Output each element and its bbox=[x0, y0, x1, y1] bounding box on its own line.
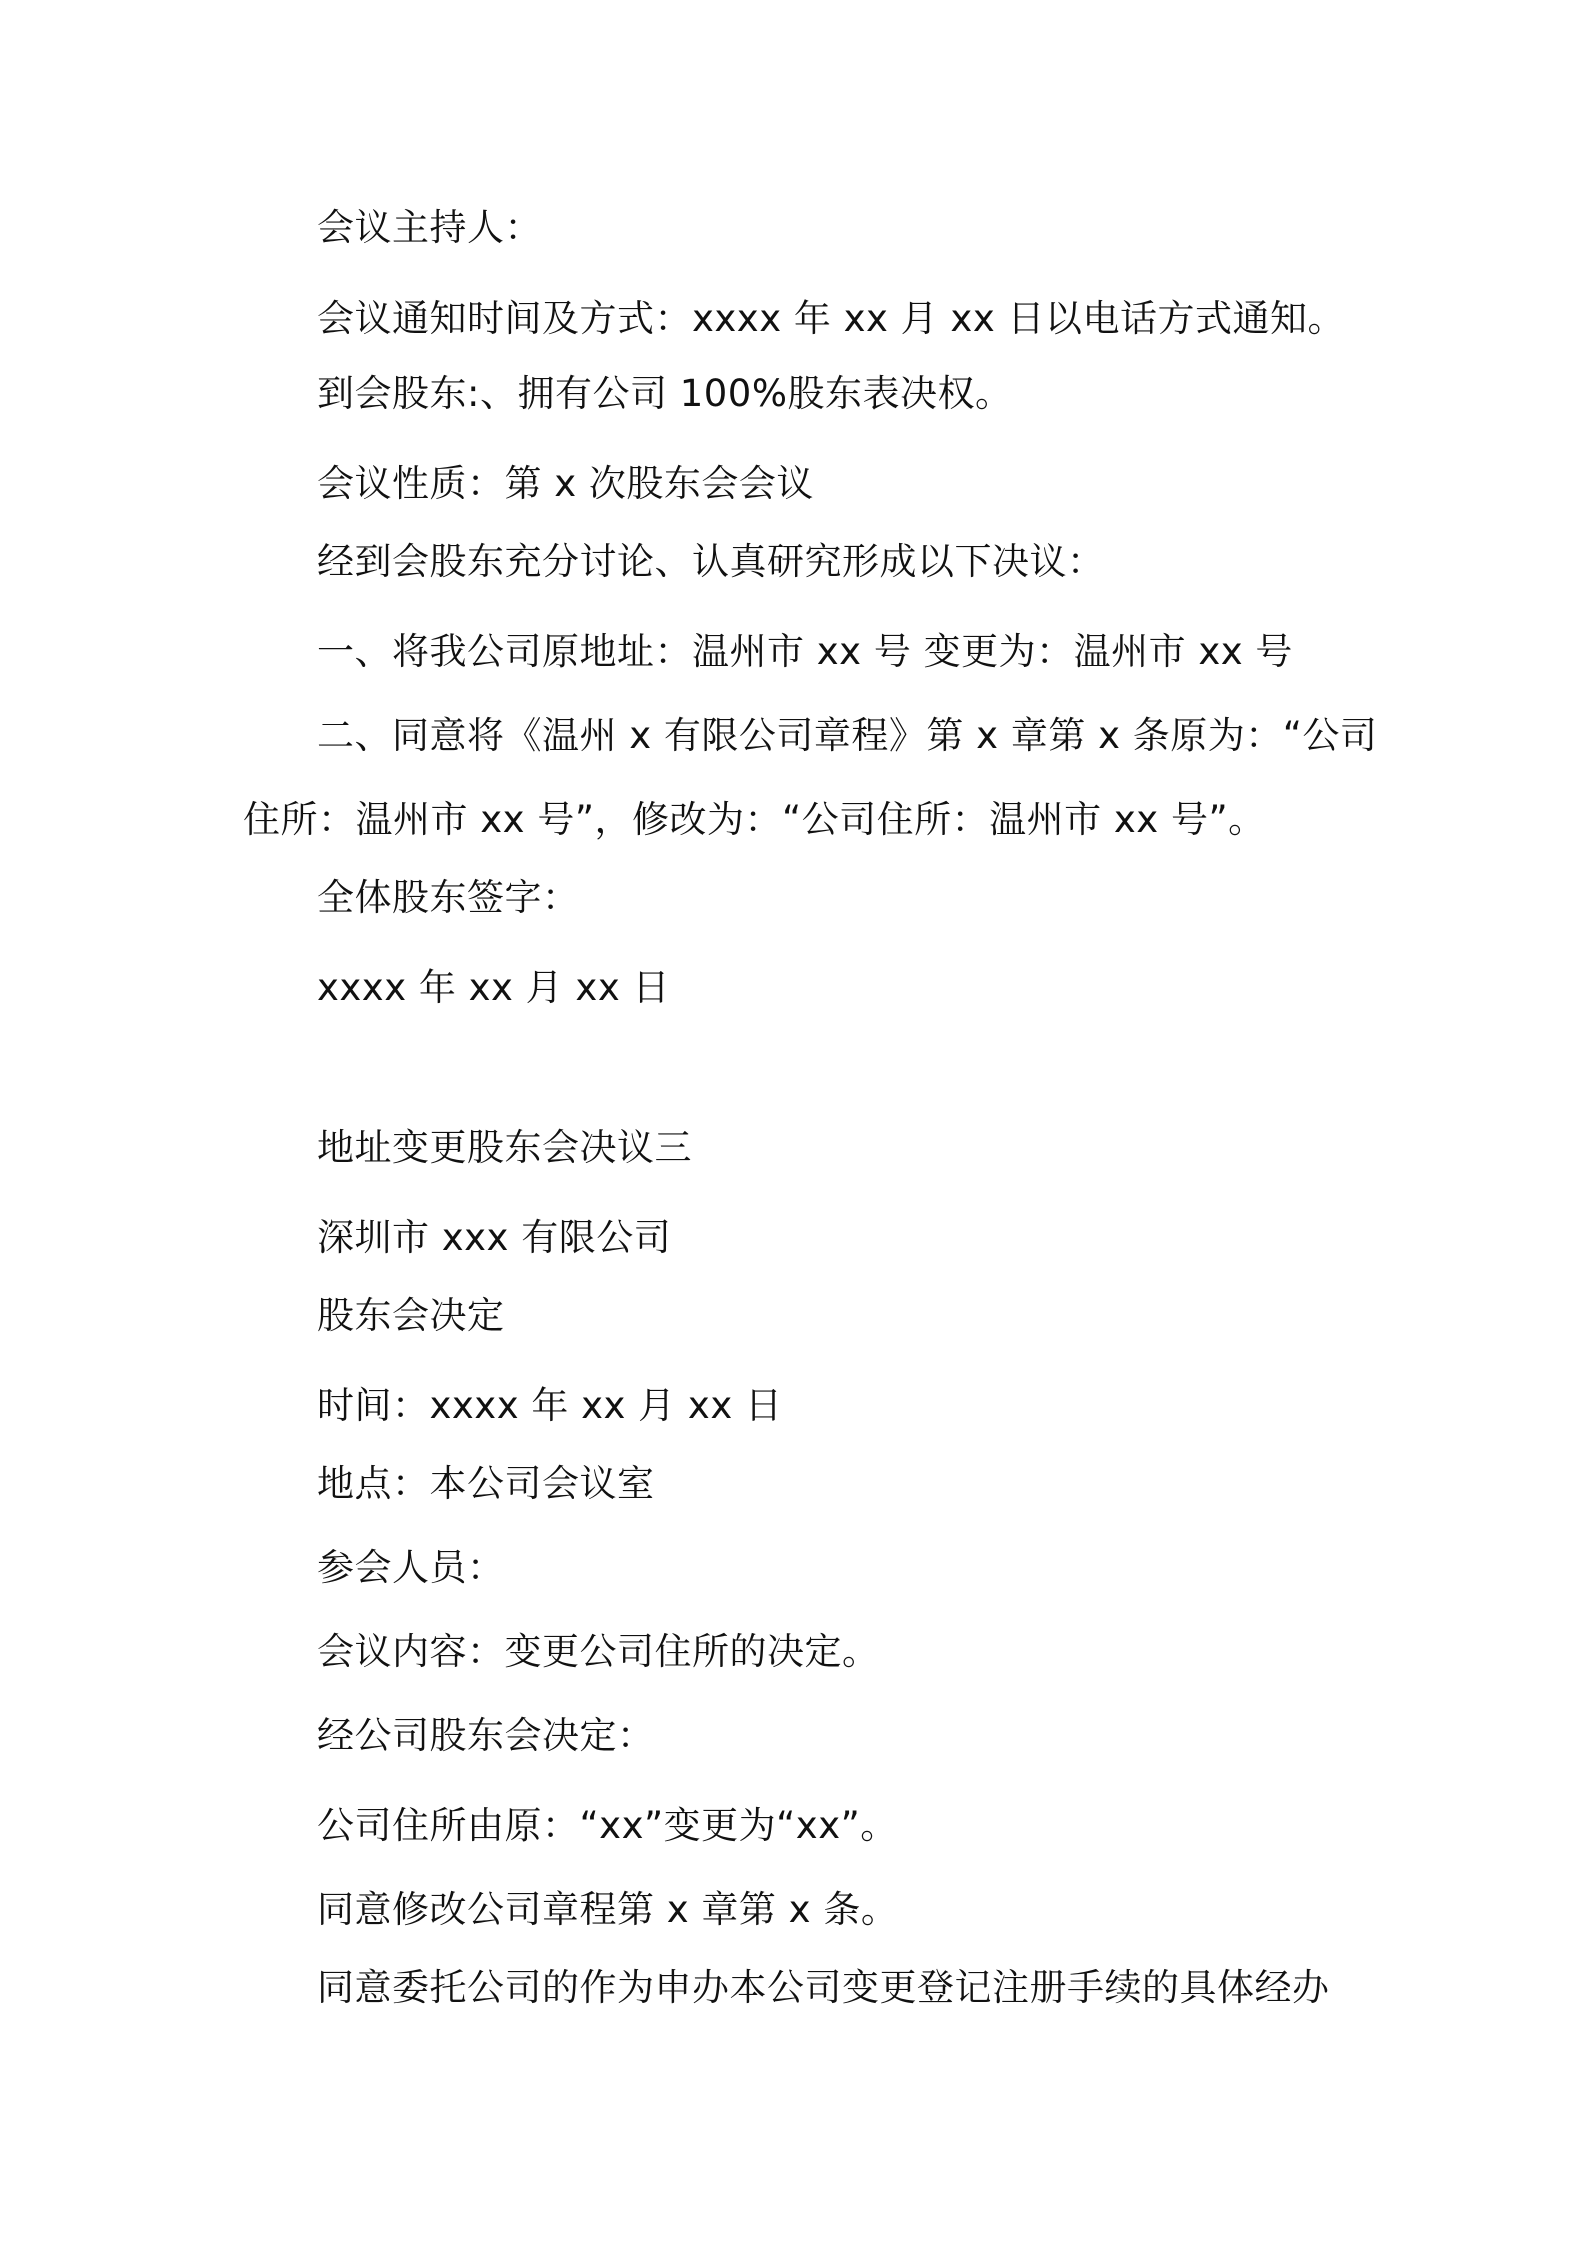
decision-item-2: 同意修改公司章程第 x 章第 x 条。 bbox=[317, 1888, 899, 1931]
meeting-content-line: 会议内容：变更公司住所的决定。 bbox=[317, 1630, 880, 1673]
decision-item-3: 同意委托公司的作为申办本公司变更登记注册手续的具体经办 bbox=[317, 1966, 1330, 2009]
date-line: xxxx 年 xx 月 xx 日 bbox=[317, 966, 670, 1009]
meeting-host-line: 会议主持人： bbox=[317, 206, 542, 249]
document-type: 股东会决定 bbox=[317, 1294, 505, 1337]
meeting-time-line: 时间：xxxx 年 xx 月 xx 日 bbox=[317, 1384, 783, 1427]
meeting-place-line: 地点：本公司会议室 bbox=[317, 1462, 655, 1505]
resolution-2-line-2: 住所：温州市 xx 号”，修改为：“公司住所：温州市 xx 号”。 bbox=[243, 798, 1266, 841]
section-title: 地址变更股东会决议三 bbox=[317, 1126, 692, 1169]
discussion-line: 经到会股东充分讨论、认真研究形成以下决议： bbox=[317, 540, 1105, 583]
attending-shareholders-line: 到会股东:、拥有公司 100%股东表决权。 bbox=[317, 372, 1013, 415]
company-name: 深圳市 xxx 有限公司 bbox=[317, 1216, 672, 1259]
notice-method-line: 会议通知时间及方式：xxxx 年 xx 月 xx 日以电话方式通知。 bbox=[317, 297, 1345, 340]
signature-line: 全体股东签字： bbox=[317, 876, 580, 919]
participants-line: 参会人员： bbox=[317, 1546, 505, 1589]
meeting-nature-line: 会议性质：第 x 次股东会会议 bbox=[317, 462, 814, 505]
resolution-1-line: 一、将我公司原地址：温州市 xx 号 变更为：温州市 xx 号 bbox=[317, 630, 1293, 673]
decision-item-1: 公司住所由原：“xx”变更为“xx”。 bbox=[317, 1804, 898, 1847]
decision-intro-line: 经公司股东会决定： bbox=[317, 1714, 655, 1757]
resolution-2-line-1: 二、同意将《温州 x 有限公司章程》第 x 章第 x 条原为：“公司 bbox=[317, 714, 1378, 757]
